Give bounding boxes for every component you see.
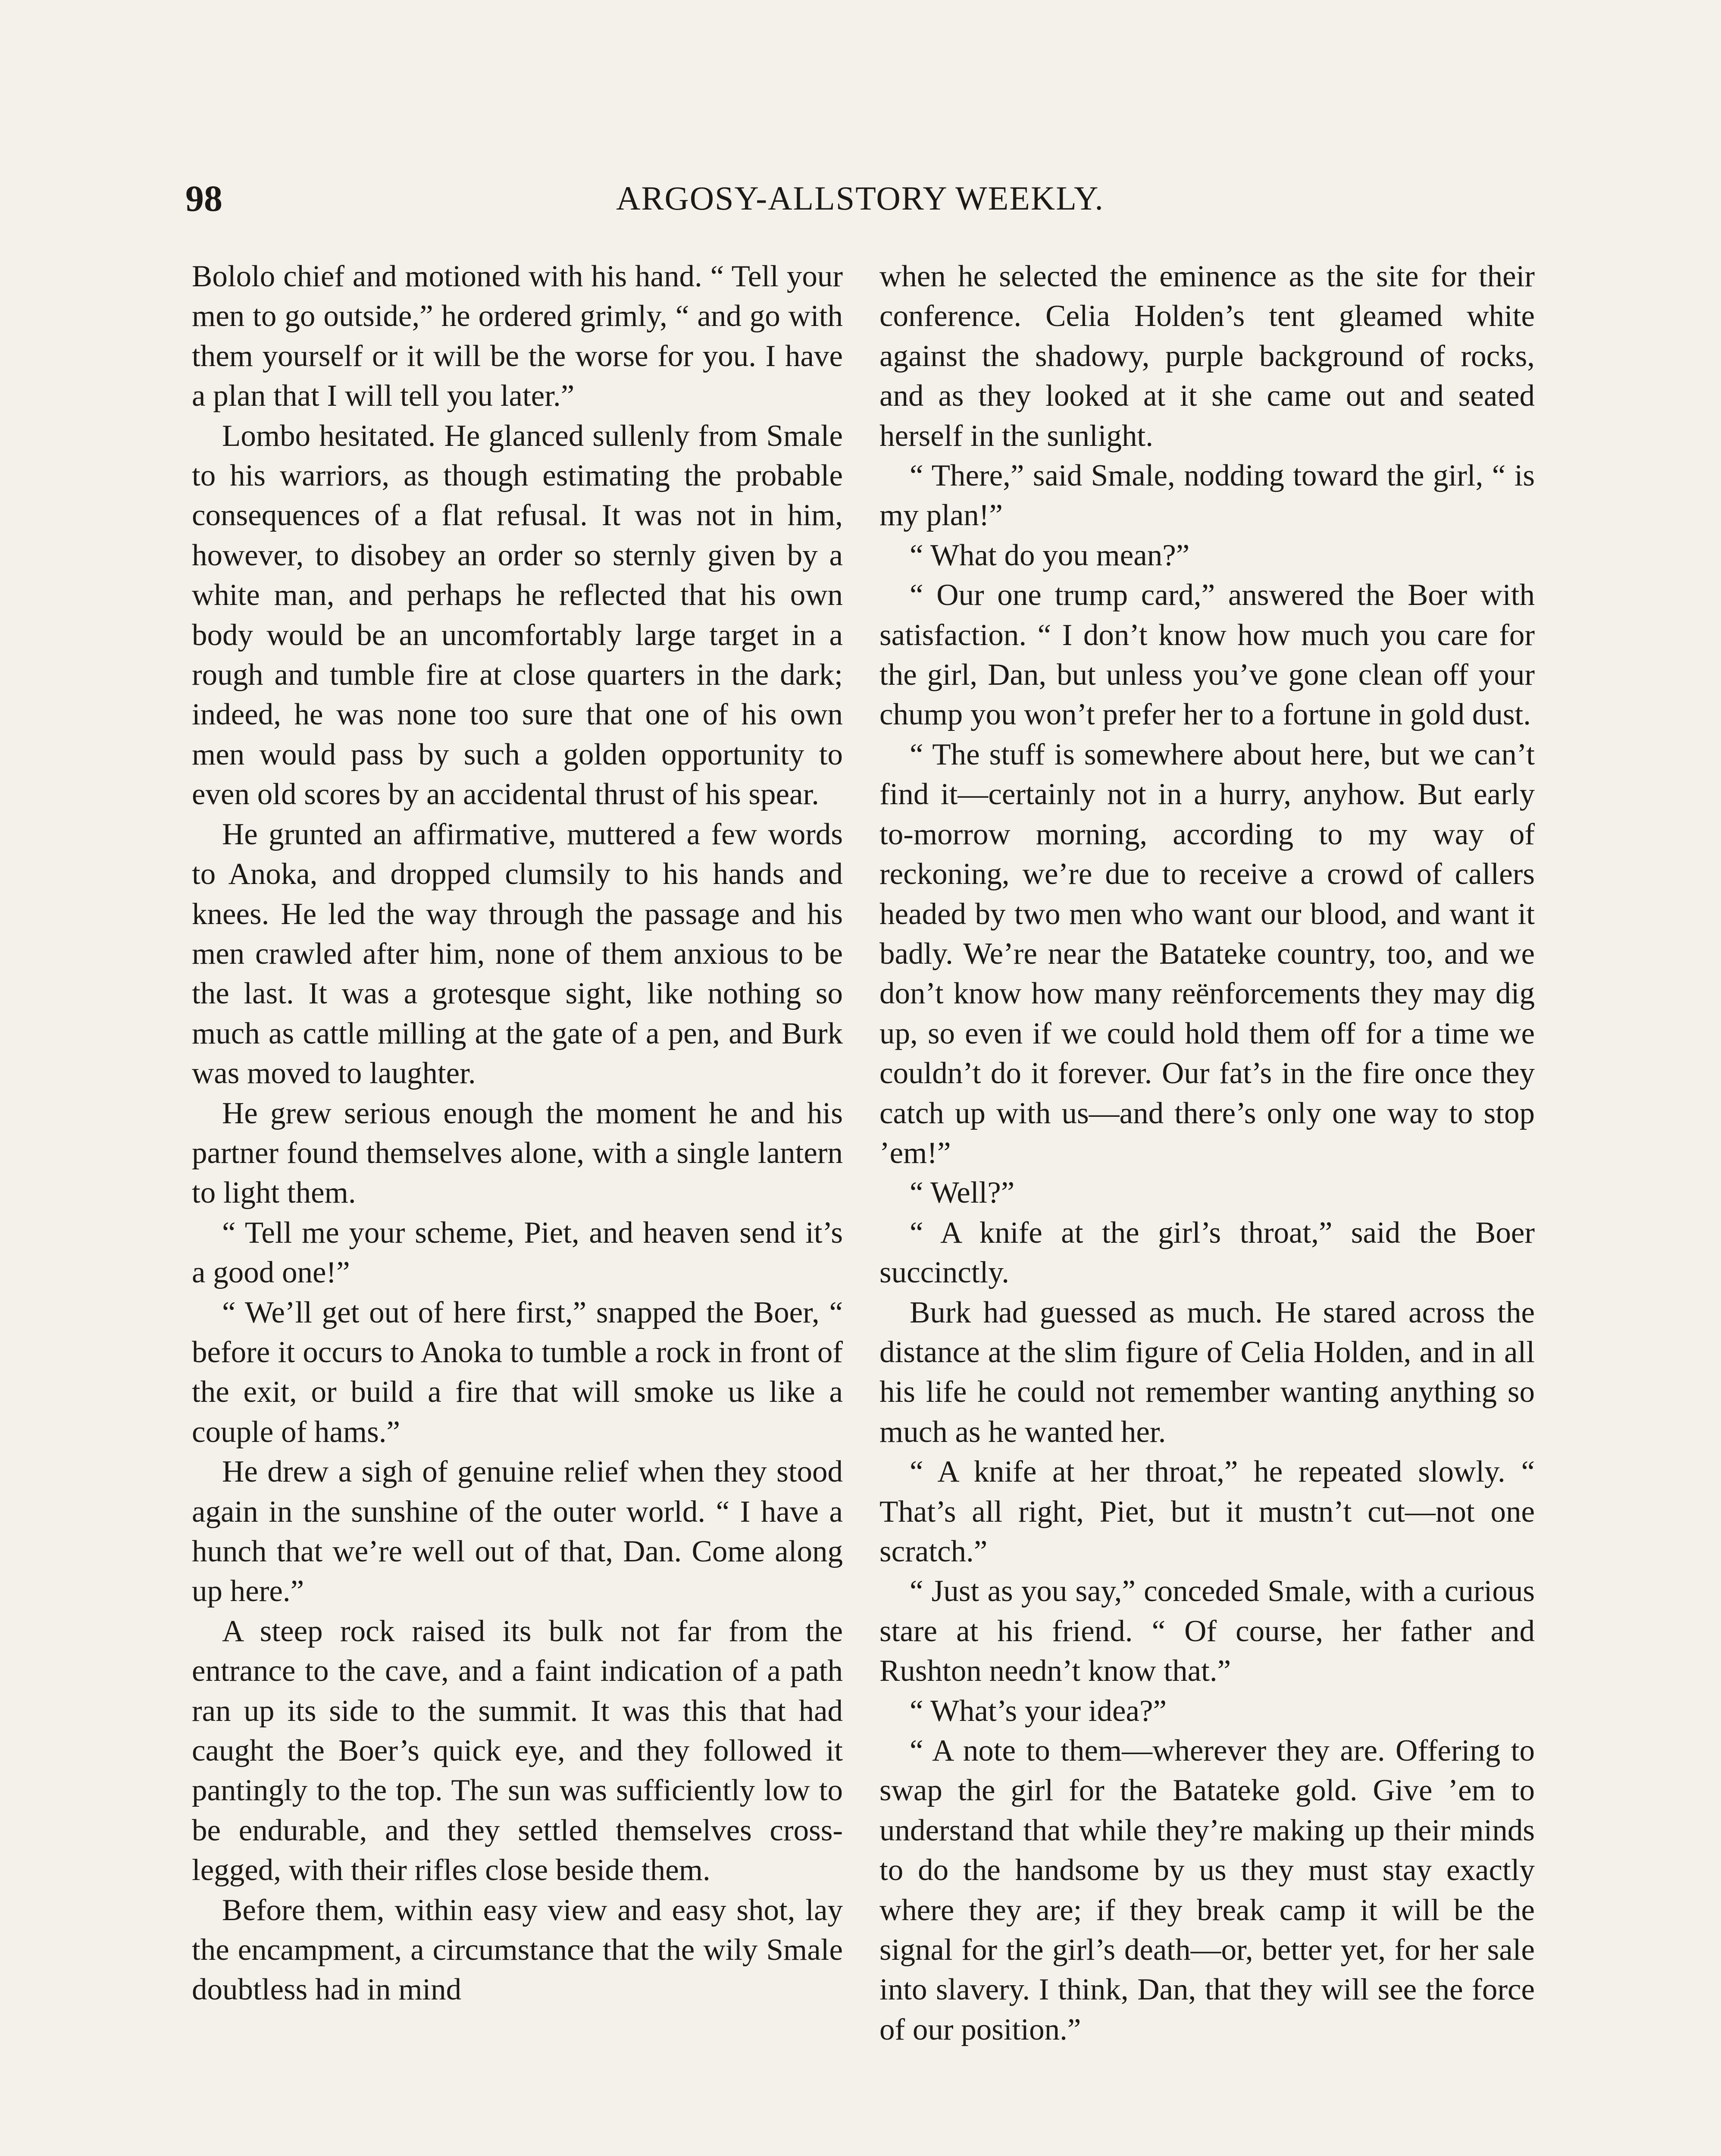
- paragraph: when he selected the eminence as the site for their conference. Celia Holden’s tent gleamed white against the shadowy, purple background of rocks, and as they looked at it she came out and seated herself in the sunlight.: [879, 260, 1535, 453]
- running-title: ARGOSY-ALLSTORY WEEKLY.: [616, 179, 1104, 217]
- paragraph: “ Tell me your scheme, Piet, and heaven send it’s a good one!”: [192, 1216, 843, 1290]
- left-column: [192, 257, 843, 2156]
- paragraph: “ Our one trump card,” answered the Boer with satisfaction. “ I don’t know how much you care for the girl, Dan, but unless you’ve gone clean off your chump you won’t prefer her to a fortune in gold dust.: [879, 578, 1535, 732]
- paragraph: Lombo hesitated. He glanced sullenly from Smale to his warriors, as though estimating the probable consequences of a flat refusal. It was not in him, however, to disobey an order so sternly given by a white man, and perhaps he reflected that his own body would be an uncomfortably large target in a rough and tumble fire at close quarters in the dark; indeed, he was none too sure that one of his own men would pass by such a golden opportunity to even old scores by an accidental thrust of his spear.: [192, 419, 843, 812]
- paragraph: “ There,” said Smale, nodding toward the girl, “ is my plan!”: [879, 459, 1535, 533]
- paragraph: Bololo chief and motioned with his hand. “ Tell your men to go outside,” he ordered grimly, “ and go with them yourself or it will be the worse for you. I have a plan that I will tell you later.”: [192, 260, 843, 413]
- paragraph: “ A knife at her throat,” he repeated slowly. “ That’s all right, Piet, but it mustn’t cut—not one scratch.”: [879, 1455, 1535, 1568]
- paragraph: “ A knife at the girl’s throat,” said the Boer succinctly.: [879, 1216, 1535, 1290]
- paragraph: “ The stuff is somewhere about here, but we can’t find it—certainly not in a hurry, anyhow. But early to-morrow morning, according to my way of reckoning, we’re due to receive a crowd of callers headed by two men who want our blood, and want it badly. We’re near the Batateke country, too, and we don’t know how many reënforcements they may dig up, so even if we could hold them off for a time we couldn’t do it forever. Our fat’s in the fire once they catch up with us—and there’s only one way to stop ’em!”: [879, 737, 1535, 1170]
- paragraph: Before them, within easy view and easy shot, lay the encampment, a circumstance that the wily Smale doubtless had in mind: [192, 1893, 843, 2007]
- paragraph: He grew serious enough the moment he and his partner found themselves alone, with a single lantern to light them.: [192, 1096, 843, 1210]
- paragraph: He grunted an affirmative, muttered a few words to Anoka, and dropped clumsily to his hands and knees. He led the way through the passage and his men crawled after him, none of them anxious to be the last. It was a grotesque sight, like nothing so much as cattle milling at the gate of a pen, and Burk was moved to laughter.: [192, 817, 843, 1091]
- paragraph: “ A note to them—wherever they are. Offering to swap the girl for the Batateke gold. Give ’em to understand that while they’re making up their minds to do the handsome by us they must stay exactly where they are; if they break camp it will be the signal for the girl’s death—or, better yet, for her sale into slavery. I think, Dan, that they will see the force of our position.”: [879, 1734, 1535, 2046]
- paragraph: A steep rock raised its bulk not far from the entrance to the cave, and a faint indication of a path ran up its side to the summit. It was this that had caught the Boer’s quick eye, and they followed it pantingly to the top. The sun was sufficiently low to be endurable, and they settled themselves cross-legged, with their rifles close beside them.: [192, 1614, 843, 1887]
- paragraph: “ What’s your idea?”: [910, 1694, 1167, 1728]
- right-column: [879, 257, 1535, 2156]
- paragraph: “ Well?”: [910, 1176, 1015, 1210]
- paragraph: “ What do you mean?”: [910, 538, 1190, 572]
- paragraph: “ We’ll get out of here first,” snapped the Boer, “ before it occurs to Anoka to tumble a rock in front of the exit, or build a fire that will smoke us like a couple of hams.”: [192, 1295, 843, 1449]
- page-header: [185, 172, 1535, 229]
- paragraph: He drew a sigh of genuine relief when they stood again in the sunshine of the outer world. “ I have a hunch that we’re well out of that, Dan. Come along up here.”: [192, 1455, 843, 1608]
- paragraph: Burk had guessed as much. He stared across the distance at the slim figure of Celia Holden, and in all his life he could not remember wanting anything so much as he wanted her.: [879, 1295, 1535, 1449]
- paragraph: “ Just as you say,” conceded Smale, with a curious stare at his friend. “ Of course, her father and Rushton needn’t know that.”: [879, 1574, 1535, 1688]
- page-number: 98: [185, 178, 222, 219]
